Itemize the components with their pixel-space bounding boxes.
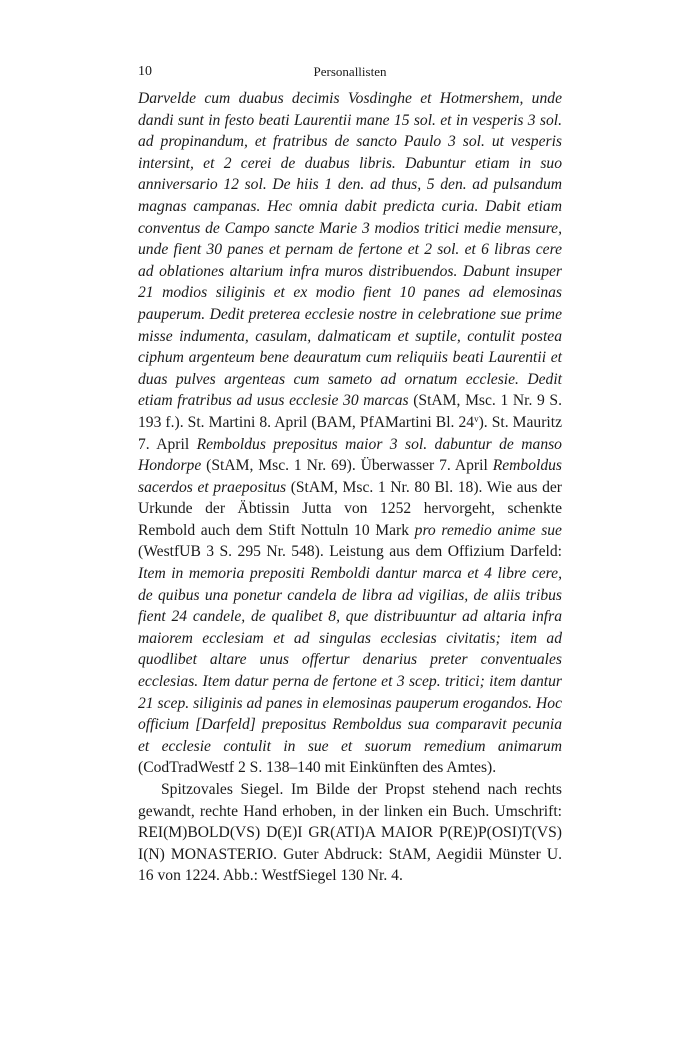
citation-st-mauritz: ). St. Mauritz 7. April <box>138 413 562 453</box>
citation-stam-msc1-nr9: (StAM, Msc. 1 Nr. 9 S. 193 f.). St. Martini 8. April (BAM, PfAMartini Bl. 24 <box>138 392 562 431</box>
citation-ueberwasser: (StAM, Msc. 1 Nr. 69). Überwasser 7. April <box>201 457 493 475</box>
paragraph-provenance <box>138 88 562 779</box>
latin-quote-ueberwasser: Remboldus sacerdos et praepositus <box>138 457 562 496</box>
running-head <box>138 62 562 82</box>
page-number: 10 <box>138 64 152 79</box>
running-title: Personallisten <box>313 64 387 79</box>
citation-codtradwestf: (CodTradWestf 2 S. 138–140 mit Einkünften des Amtes). <box>138 759 497 777</box>
text-nottuln-donation: (StAM, Msc. 1 Nr. 80 Bl. 18). Wie aus der Urkunde der Äbtissin Jutta von 1252 hervorgeht, schenkte Rembold auch dem Stift Nottuln 10 Mark <box>138 478 562 539</box>
latin-quote-remedio: pro remedio anime sue <box>414 521 562 539</box>
citation-westfub: (WestfUB 3 S. 295 Nr. 548). Leistung aus dem Offizium Darfeld: <box>138 543 562 561</box>
latin-quote-necrology: Darvelde cum duabus decimis Vosdinghe et Hotmershem, unde dandi sunt in festo beati Laurentii mane 15 sol. et in vesperis 3 sol. ad propinandum, et fratribus de sancto Paulo 3 sol. ut vesperis intersint, et 2 cerei de duabus libris. Dabuntur etiam in suo anniversario 12 sol. De hiis 1 den. ad thus, 5 den. ad pulsandum magnas campanas. Hec omnia dabit predicta curia. Dabit etiam conventus de Campo sancte Marie 3 modios tritici medie mensure, unde fient 30 panes et pernam de fertone et 2 sol. et 6 libras cere ad oblationes altarium infra muros distribuendos. Dabunt insuper 21 modios siliginis et ex modio fient 10 panes ad elemosinas pauperum. Dedit preterea ecclesie nostre in celebratione sue prime misse indumenta, casulam, dalmaticam et suptile, contulit postea ciphum argenteum bene deauratum cum reliquiis beati Laurentii et duas pulves argenteas cum sameto ad ornatum ecclesie. Dedit etiam fratribus ad usus ecclesie 30 marcas <box>138 90 562 410</box>
latin-quote-mauritz: Remboldus prepositus maior 3 sol. dabuntur de manso Hondorpe <box>138 435 562 475</box>
paragraph-seal: Spitzovales Siegel. Im Bilde der Propst stehend nach rechts gewandt, rechte Hand erhoben, in der linken ein Buch. Umschrift: REI(M)BOLD(VS) D(E)I GR(ATI)A MAIOR P(RE)P(OSI)T(VS) I(N) MONASTERIO. Guter Abdruck: StAM, Aegidii Münster U. 16 von 1224. Abb.: WestfSiegel 130 Nr. 4. <box>138 781 562 885</box>
body-text <box>138 88 562 887</box>
latin-quote-darfeld-office: Item in memoria prepositi Remboldi dantur marca et 4 libre cere, de quibus una ponetur candela de libra ad vigilias, de aliis tribus fient 24 candele, de qualibet 8, que distribuuntur ad altaria infra maiorem ecclesiam et ad singulas ecclesias civitatis; item ad quodlibet altare unus offertur denarius preter conventuales ecclesias. Item datur perna de fertone et 3 scep. tritici; item dantur 21 scep. siliginis ad panes in elemosinas pauperum erogandos. Hoc officium [Darfeld] prepositus Remboldus sua comparavit pecunia et ecclesie contulit in sue et suorum remedium animarum <box>138 565 562 755</box>
folio-verso-superscript: v <box>474 413 479 424</box>
